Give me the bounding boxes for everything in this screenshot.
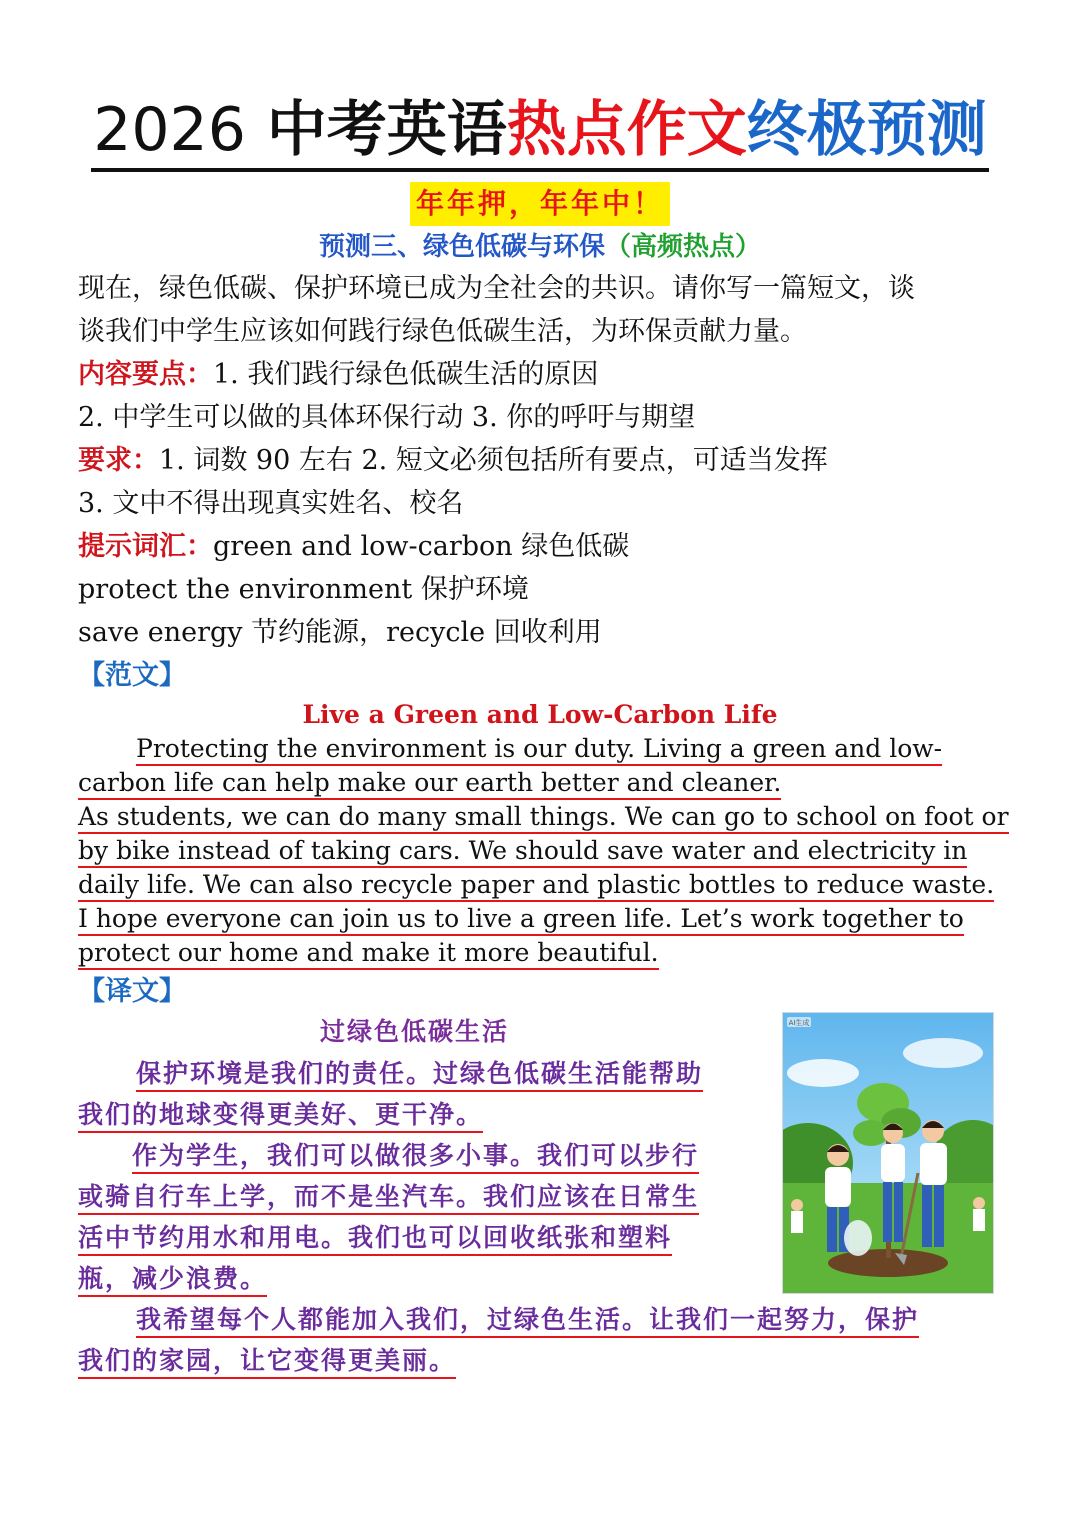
page-title <box>0 92 1080 172</box>
tree-planting-illustration <box>782 1012 994 1294</box>
requirements-text-1: 1. 词数 90 左右 2. 短文必须包括所有要点，可适当发挥 <box>159 445 828 476</box>
translation-line: 我们的家园，让它变得更美丽。 <box>78 1343 456 1379</box>
vocab-label: 提示词汇： <box>78 531 213 562</box>
essay-line: I hope everyone can join us to live a green life. Let’s work together to <box>78 904 964 934</box>
requirements-row-2: 3. 文中不得出现真实姓名、校名 <box>78 488 464 519</box>
points-label: 内容要点： <box>78 359 213 390</box>
requirements-row-1 <box>78 440 828 482</box>
requirements-label: 要求： <box>78 445 159 476</box>
sample-essay-label: 【范文】 <box>78 660 186 691</box>
title-red-part: 热点作文 <box>506 95 747 165</box>
points-text-1: 1. 我们践行绿色低碳生活的原因 <box>213 359 599 390</box>
title-year: 2026 <box>93 95 246 165</box>
subtitle-main: 预测三、绿色低碳与环保 <box>318 232 605 262</box>
translation-title: 过绿色低碳生活 <box>320 1017 510 1046</box>
translation-line: 或骑自行车上学，而不是坐汽车。我们应该在日常生 <box>78 1179 699 1215</box>
points-row-1 <box>78 354 598 396</box>
title-underline <box>91 92 989 172</box>
translation-line: 作为学生，我们可以做很多小事。我们可以步行 <box>132 1138 699 1174</box>
translation-label: 【译文】 <box>78 976 186 1007</box>
essay-line: protect our home and make it more beautiful. <box>78 938 659 968</box>
vocab-row-3: save energy 节约能源，recycle 回收利用 <box>78 617 602 648</box>
essay-line: carbon life can help make our earth better and cleaner. <box>78 768 781 798</box>
vocab-text-1: green and low-carbon 绿色低碳 <box>213 531 630 562</box>
subtitle-tag: （高频热点） <box>605 232 762 262</box>
translation-line: 瓶，减少浪费。 <box>78 1261 267 1297</box>
prompt-line-1: 现在，绿色低碳、保护环境已成为全社会的共识。请你写一篇短文，谈 <box>78 273 915 304</box>
translation-line: 我希望每个人都能加入我们，过绿色生活。让我们一起努力，保护 <box>136 1302 919 1338</box>
section-subtitle <box>0 226 1080 268</box>
translation-line: 我们的地球变得更美好、更干净。 <box>78 1097 483 1133</box>
title-blue-part: 终极预测 <box>746 95 987 165</box>
essay-line: As students, we can do many small things. We can go to school on foot or <box>78 802 1009 832</box>
sample-essay-title: Live a Green and Low-Carbon Life <box>302 700 778 729</box>
vocab-row-2: protect the environment 保护环境 <box>78 574 529 605</box>
translation-line: 保护环境是我们的责任。过绿色低碳生活能帮助 <box>136 1056 703 1092</box>
translation-line: 活中节约用水和用电。我们也可以回收纸张和塑料 <box>78 1220 672 1256</box>
essay-line: daily life. We can also recycle paper and plastic bottles to reduce waste. <box>78 870 994 900</box>
ai-badge-text: AI生成 <box>788 1019 810 1027</box>
essay-line: Protecting the environment is our duty. Living a green and low- <box>136 734 942 764</box>
prompt-line-2: 谈我们中学生应该如何践行绿色低碳生活，为环保贡献力量。 <box>78 316 807 347</box>
slogan-badge: 年年押，年年中！ <box>410 182 670 226</box>
essay-line: by bike instead of taking cars. We should save water and electricity in <box>78 836 967 866</box>
vocab-row-1 <box>78 526 629 568</box>
title-black-part: 中考英语 <box>245 95 507 165</box>
points-row-2: 2. 中学生可以做的具体环保行动 3. 你的呼吁与期望 <box>78 402 696 433</box>
